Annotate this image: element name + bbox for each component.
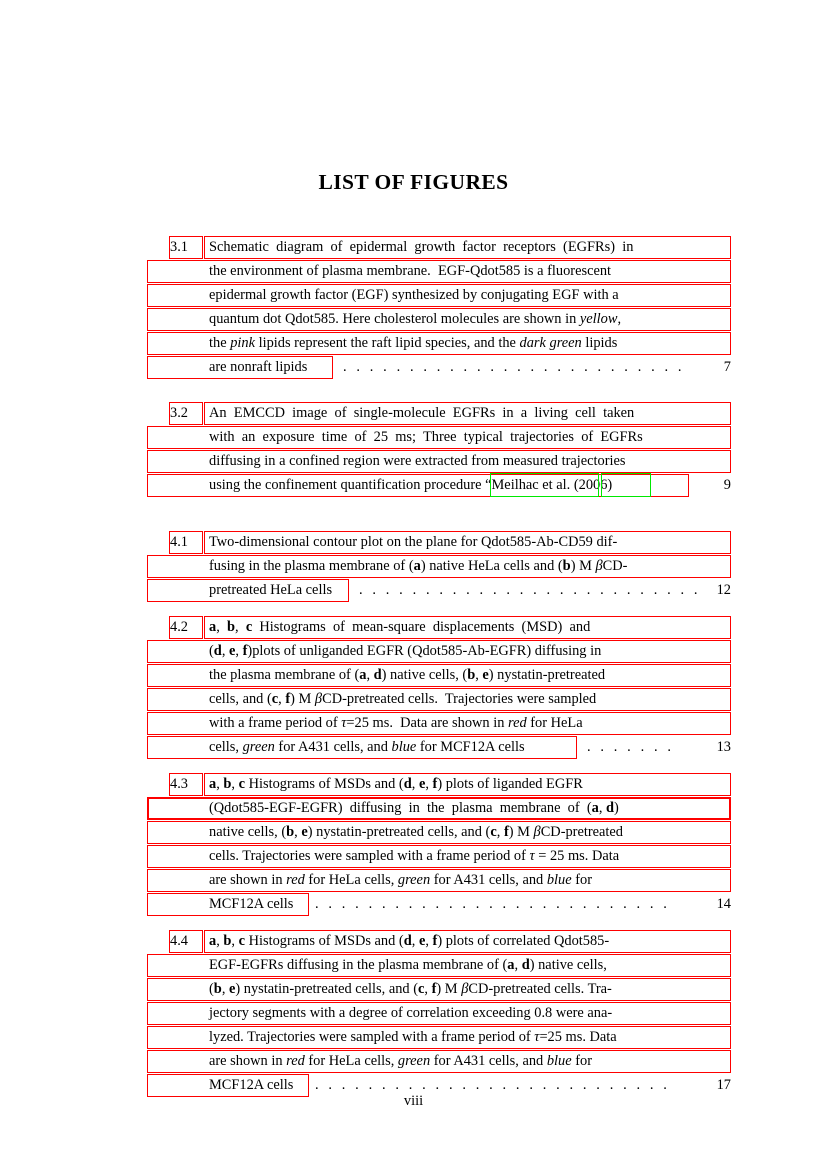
figure-page-number[interactable]: 13 (716, 739, 731, 755)
entry-gap (147, 380, 731, 402)
figure-page-number[interactable]: 9 (723, 477, 731, 493)
figure-caption-line: diffusing in a confined region were extracted from measured trajectories (209, 453, 626, 469)
figure-caption-line: fusing in the plasma membrane of (a) native HeLa cells and (b) M βCD- (209, 558, 628, 574)
figure-caption-line: a, b, c Histograms of MSDs and (d, e, f) plots of correlated Qdot585- (209, 933, 610, 949)
lof-line (147, 332, 731, 356)
entry-gap (147, 498, 731, 531)
figure-number: 4.3 (170, 776, 188, 792)
lof-line (147, 402, 731, 426)
lof-entry-4-3[interactable] (147, 773, 731, 917)
lof-line (147, 773, 731, 797)
lof-line (147, 978, 731, 1002)
lof-entry-4-2[interactable] (147, 616, 731, 760)
dot-leader: . . . . . . . . . . . . . . . . . . . . . . . . . . (359, 582, 701, 598)
figure-caption-line: MCF12A cells (209, 896, 294, 912)
lof-entry-4-1[interactable] (147, 531, 731, 603)
figure-caption-line: jectory segments with a degree of correlation exceeding 0.8 were ana- (209, 1005, 613, 1021)
lof-line (147, 616, 731, 640)
dot-leader: . . . . . . . . . . . . . . . . . . . . . . . . . . (343, 359, 685, 375)
figure-caption-line: are shown in red for HeLa cells, green for A431 cells, and blue for (209, 872, 593, 888)
page-folio: viii (403, 1093, 424, 1109)
figure-caption-line: native cells, (b, e) nystatin-pretreated cells, and (c, f) M βCD-pretreated (209, 824, 624, 840)
figure-caption-line: cells, green for A431 cells, and blue for MCF12A cells (209, 739, 525, 755)
dot-leader: . . . . . . . . . . . . . . . . . . . . . . . . . . . (315, 896, 670, 912)
lof-line (147, 1002, 731, 1026)
lof-line (147, 531, 731, 555)
figure-number: 3.1 (170, 239, 188, 255)
figure-caption-line: lyzed. Trajectories were sampled with a frame period of τ=25 ms. Data (209, 1029, 617, 1045)
figure-caption-line: pretreated HeLa cells (209, 582, 333, 598)
entry-gap (147, 917, 731, 930)
figure-caption-line: Schematic diagram of epidermal growth factor receptors (EGFRs) in (209, 239, 634, 255)
lof-line (147, 474, 731, 498)
figure-caption-line: with a frame period of τ=25 ms. Data are shown in red for HeLa (209, 715, 583, 731)
lof-line (147, 308, 731, 332)
dot-leader: . . . . . . . (587, 739, 675, 755)
figure-caption-line: cells. Trajectories were sampled with a frame period of τ = 25 ms. Data (209, 848, 620, 864)
lof-line (147, 284, 731, 308)
lof-line (147, 821, 731, 845)
lof-line (147, 736, 731, 760)
figure-number: 4.1 (170, 534, 188, 550)
lof-line (147, 664, 731, 688)
figure-caption-line: using the confinement quantification procedure “Meilhac et al. (2006) (209, 477, 613, 493)
lof-line (147, 1050, 731, 1074)
figure-caption-line: the pink lipids represent the raft lipid species, and the dark green lipids (209, 335, 618, 351)
lof-line (147, 954, 731, 978)
lof-line (147, 688, 731, 712)
figure-caption-line: are shown in red for HeLa cells, green for A431 cells, and blue for (209, 1053, 593, 1069)
lof-entry-3-1[interactable] (147, 236, 731, 380)
entry-gap (147, 760, 731, 773)
figure-caption-line: are nonraft lipids (209, 359, 308, 375)
figure-caption-line: a, b, c Histograms of MSDs and (d, e, f) plots of liganded EGFR (209, 776, 583, 792)
lof-line (147, 260, 731, 284)
figure-caption-line: epidermal growth factor (EGF) synthesized by conjugating EGF with a (209, 287, 619, 303)
lof-line (147, 797, 731, 821)
lof-line (147, 640, 731, 664)
figure-caption-line: (d, e, f)plots of unliganded EGFR (Qdot585-Ab-EGFR) diffusing in (209, 643, 602, 659)
lof-line (147, 712, 731, 736)
lof-line (147, 845, 731, 869)
lof-line (147, 555, 731, 579)
figure-caption-line: the environment of plasma membrane. EGF-Qdot585 is a fluorescent (209, 263, 612, 279)
figure-caption-line: (Qdot585-EGF-EGFR) diffusing in the plasma membrane of (a, d) (209, 800, 619, 816)
lof-line (147, 579, 731, 603)
figure-caption-line: Two-dimensional contour plot on the plane for Qdot585-Ab-CD59 dif- (209, 534, 618, 550)
lof-line (147, 236, 731, 260)
figure-number: 4.4 (170, 933, 188, 949)
figure-number: 3.2 (170, 405, 188, 421)
lof-entry-3-2[interactable] (147, 402, 731, 498)
figure-caption-line: quantum dot Qdot585. Here cholesterol molecules are shown in yellow, (209, 311, 622, 327)
figure-page-number[interactable]: 17 (716, 1077, 731, 1093)
figure-caption-line: An EMCCD image of single-molecule EGFRs in a living cell taken (209, 405, 635, 421)
figure-caption-line: a, b, c Histograms of mean-square displacements (MSD) and (209, 619, 591, 635)
lof-line (147, 356, 731, 380)
figure-caption-line: MCF12A cells (209, 1077, 294, 1093)
figure-number: 4.2 (170, 619, 188, 635)
lof-line (147, 893, 731, 917)
figure-caption-line: EGF-EGFRs diffusing in the plasma membrane of (a, d) native cells, (209, 957, 607, 973)
lof-line (147, 1026, 731, 1050)
figure-page-number[interactable]: 14 (716, 896, 731, 912)
page-title: LIST OF FIGURES (318, 170, 509, 194)
figure-caption-line: (b, e) nystatin-pretreated cells, and (c, f) M βCD-pretreated cells. Tra- (209, 981, 612, 997)
figure-page-number[interactable]: 12 (716, 582, 731, 598)
entry-gap (147, 603, 731, 616)
lof-line (147, 869, 731, 893)
figure-caption-line: with an exposure time of 25 ms; Three typical trajectories of EGFRs (209, 429, 643, 445)
lof-line (147, 426, 731, 450)
dot-leader: . . . . . . . . . . . . . . . . . . . . . . . . . . . (315, 1077, 670, 1093)
figure-caption-line: cells, and (c, f) M βCD-pretreated cells. Trajectories were sampled (209, 691, 597, 707)
figure-caption-line: the plasma membrane of (a, d) native cells, (b, e) nystatin-pretreated (209, 667, 606, 683)
lof-entry-4-4[interactable] (147, 930, 731, 1098)
figure-page-number[interactable]: 7 (723, 359, 731, 375)
lof-line (147, 450, 731, 474)
lof-line (147, 930, 731, 954)
list-of-figures (147, 236, 731, 1098)
